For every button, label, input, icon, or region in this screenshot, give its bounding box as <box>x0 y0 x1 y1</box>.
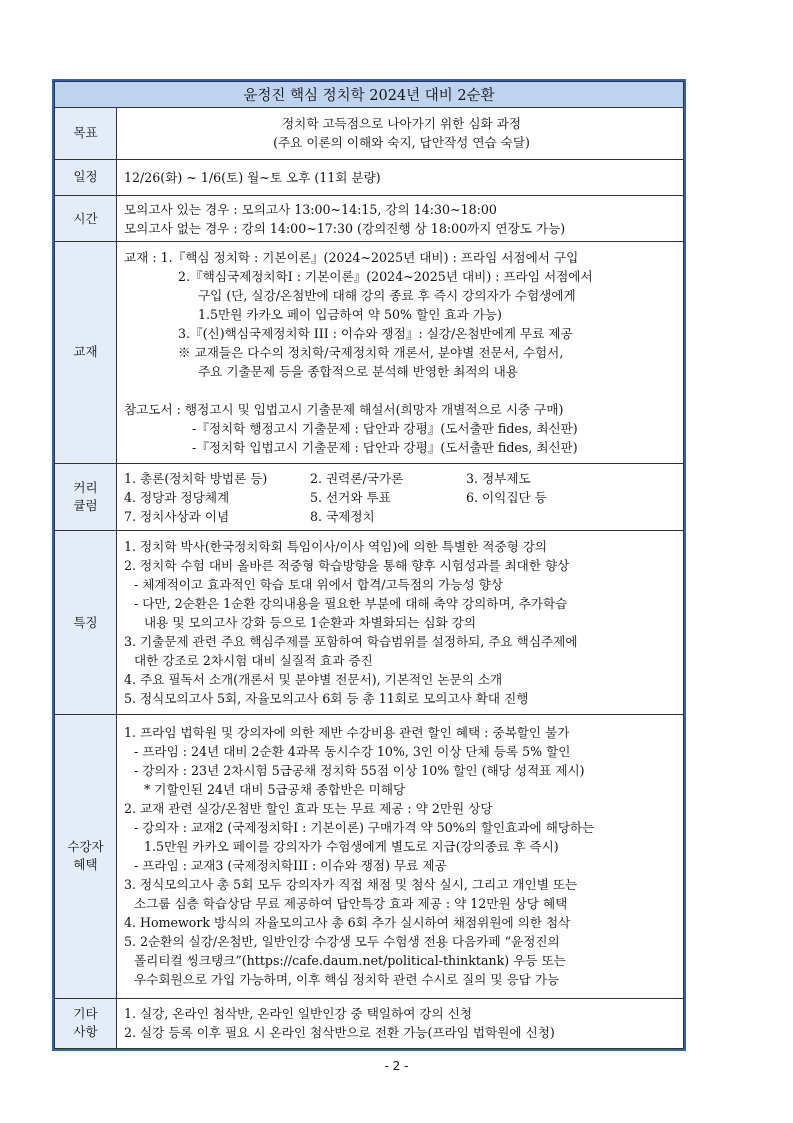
schedule-text: 12/26(화) ~ 1/6(토) 월~토 오후 (11회 분량) <box>117 159 684 196</box>
textbook-line: 1.5만원 카카오 페이 입금하여 약 50% 할인 효과 가능) <box>198 307 502 323</box>
textbook-line: 3.『(신)핵심국제정치학 III : 이슈와 쟁점』: 실강/온첨반에게 무료 제공 <box>178 326 573 342</box>
goal-line: (주요 이론의 이해와 숙지, 답안작성 연습 숙달) <box>273 135 530 151</box>
curriculum-item: 8. 국제정치 <box>310 508 375 524</box>
curriculum-label <box>55 463 117 530</box>
benefit-line: 5. 2순환의 실강/온첨반, 일반인강 수강생 모두 수험생 전용 다음카페 “윤정진의 <box>124 934 560 950</box>
reference-line: 참고도서 : 행정고시 및 입법고시 기출문제 해설서(희망자 개별적으로 시중 구매) <box>124 402 564 418</box>
schedule-label: 일정 <box>55 159 117 196</box>
etc-line: 1. 실강, 온라인 첨삭반, 온라인 일반인강 중 택일하여 강의 신청 <box>124 1006 473 1022</box>
benefit-line: - 프라임 : 24년 대비 2순환 4과목 동시수강 10%, 3인 이상 단체 등록 5% 할인 <box>134 744 571 760</box>
benefit-line: 우수회원으로 가입 가능하며, 이후 핵심 정치학 관련 수시로 질의 및 응답 가능 <box>134 972 560 988</box>
reference-line: -『정치학 행정고시 기출문제 : 답안과 강평』(도서출판 fides, 최신판) <box>192 421 578 437</box>
goal-row <box>55 107 684 159</box>
curriculum-item: 7. 정치사상과 이념 <box>124 508 230 524</box>
feature-line: 내용 및 모의고사 강화 등으로 1순환과 차별화되는 심화 강의 <box>144 615 477 631</box>
textbook-label: 교재 <box>55 242 117 464</box>
feature-line: 4. 주요 필독서 소개(개론서 및 분야별 전문서), 기본적인 논문의 소개 <box>124 672 503 688</box>
schedule-row <box>55 159 684 196</box>
curriculum-item: 4. 정당과 정당체계 <box>124 489 230 505</box>
benefit-line: 1.5만원 카카오 페이를 강의자가 수험생에게 별도로 지급(강의종료 후 즉시) <box>144 839 559 855</box>
feature-line: 5. 정식모의고사 5회, 자율모의고사 6회 등 총 11회로 모의고사 확대 진행 <box>124 691 529 707</box>
reference-line: -『정치학 입법고시 기출문제 : 답안과 강평』(도서출판 fides, 최신판) <box>192 440 578 456</box>
benefit-line: 2. 교재 관련 실강/온첨반 할인 효과 또는 무료 제공 : 약 2만원 상당 <box>124 801 493 817</box>
curriculum-label-text: 커리 큘럼 <box>73 479 98 514</box>
feature-line: - 다만, 2순환은 1순환 강의내용을 필요한 부분에 대해 축약 강의하며, 추가학습 <box>134 596 568 612</box>
goal-line: 정치학 고득점으로 나아가기 위한 심화 과정 <box>282 116 521 132</box>
course-info-table <box>52 79 686 1051</box>
benefit-line: 3. 정식모의고사 총 5회 모두 강의자가 직접 채점 및 첨삭 실시, 그리고 개인별 또는 <box>124 877 578 893</box>
textbook-line: 주요 기출문제 등을 종합적으로 분석해 반영한 최적의 내용 <box>198 364 518 380</box>
benefit-line: * 기할인된 24년 대비 5급공채 종합반은 미해당 <box>144 782 406 798</box>
textbook-row <box>55 242 684 464</box>
etc-label <box>55 998 117 1048</box>
textbook-line: 교재 : 1.『핵심 정치학 : 기본이론』(2024~2025년 대비) : 프라임 서점에서 구입 <box>124 250 579 266</box>
textbook-line: 구입 (단, 실강/온첨반에 대해 강의 종료 후 즉시 강의자가 수험생에게 <box>198 288 576 304</box>
course-title: 윤정진 핵심 정치학 2024년 대비 2순환 <box>55 82 684 108</box>
feature-line: - 체계적이고 효과적인 학습 토대 위에서 합격/고득점의 가능성 향상 <box>134 577 503 593</box>
time-line: 모의고사 있는 경우 : 모의고사 13:00~14:15, 강의 14:30~18:00 <box>124 201 497 217</box>
benefit-line: 1. 프라임 법학원 및 강의자에 의한 제반 수강비용 관련 할인 혜택 : 중복할인 불가 <box>124 725 570 741</box>
time-label: 시간 <box>55 196 117 242</box>
curriculum-item: 6. 이익집단 등 <box>466 489 547 505</box>
time-row <box>55 196 684 242</box>
benefit-line: - 프라임 : 교재3 (국제정치학III : 이슈와 쟁점) 무료 제공 <box>134 858 447 874</box>
etc-label-text: 기타 사항 <box>73 1006 98 1040</box>
time-line: 모의고사 없는 경우 : 강의 14:00~17:30 (강의진행 상 18:00까지 연장도 가능) <box>124 220 566 236</box>
benefit-line: - 강의자 : 23년 2차시험 5급공채 정치학 55점 이상 10% 할인 (해당 성적표 제시) <box>134 763 585 779</box>
curriculum-item: 5. 선거와 투표 <box>310 489 391 505</box>
benefits-row <box>55 715 684 999</box>
page-number: - 2 - <box>384 1059 409 1073</box>
benefits-label-text: 수강자 혜택 <box>67 839 104 873</box>
feature-line: 1. 정치학 박사(한국정치학회 특임이사/이사 역임)에 의한 특별한 적중형 강의 <box>124 539 548 555</box>
etc-row <box>55 998 684 1048</box>
benefit-line: 소그룹 심층 학습상담 무료 제공하여 답안특강 효과 제공 : 약 12만원 상당 혜택 <box>134 896 568 912</box>
features-label: 특징 <box>55 531 117 715</box>
curriculum-item: 1. 총론(정치학 방법론 등) <box>124 470 268 486</box>
textbook-line: ※ 교재들은 다수의 정치학/국제정치학 개론서, 분야별 전문서, 수험서, <box>178 345 564 361</box>
curriculum-item: 2. 권력론/국가론 <box>310 470 404 486</box>
features-row <box>55 531 684 715</box>
benefit-line: 4. Homework 방식의 자율모의고사 총 6회 추가 실시하여 채점위원에 의한 첨삭 <box>124 915 571 931</box>
feature-line: 대한 강조로 2차시험 대비 실질적 효과 증진 <box>134 653 373 669</box>
feature-line: 3. 기출문제 관련 주요 핵심주제를 포함하여 학습범위를 설정하되, 주요 핵심주제에 <box>124 634 578 650</box>
benefits-label <box>55 715 117 999</box>
curriculum-item: 3. 정부제도 <box>466 470 531 486</box>
goal-label: 목표 <box>55 107 117 159</box>
textbook-line: 2.『핵심국제정치학I : 기본이론』(2024~2025년 대비) : 프라임 서점에서 <box>178 269 593 285</box>
etc-line: 2. 실강 등록 이후 필요 시 온라인 첨삭반으로 전환 가능(프라임 법학원에 신청) <box>124 1025 555 1041</box>
benefit-line: - 강의자 : 교재2 (국제정치학I : 기본이론) 구매가격 약 50%의 할인효과에 해당하는 <box>134 820 595 836</box>
feature-line: 2. 정치학 수험 대비 올바른 적중형 학습방향을 통해 향후 시험성과를 최대한 향상 <box>124 558 570 574</box>
curriculum-row <box>55 463 684 530</box>
benefit-line: 폴리티컬 씽크탱크”(https://cafe.daum.net/political-thinktank) 우등 또는 <box>134 953 566 969</box>
